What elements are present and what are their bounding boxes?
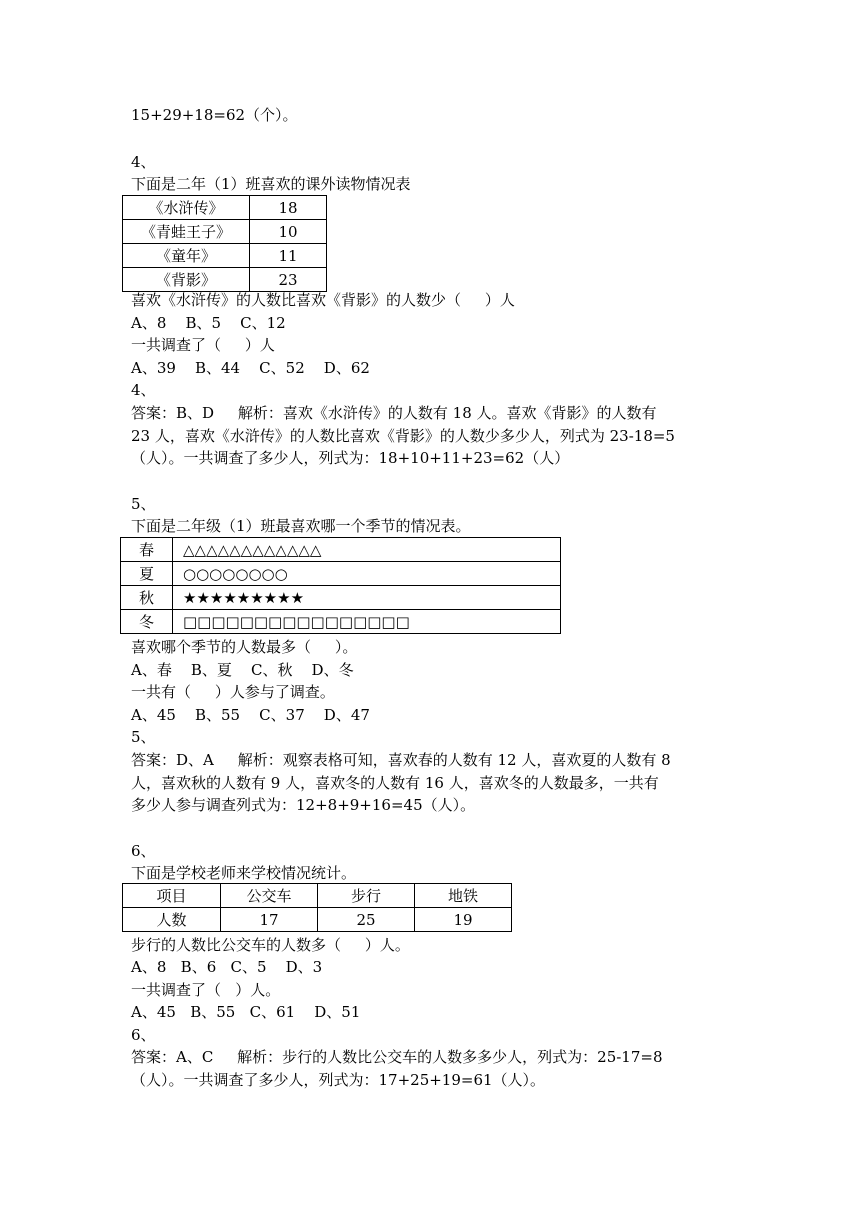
options-text: A、45 B、55 C、37 D、47 [131, 706, 370, 724]
count-cell: 11 [250, 244, 327, 268]
header-cell: 地铁 [415, 884, 512, 908]
question-text: 一共调查了（ ）人。 [131, 981, 281, 999]
value-cell: 17 [221, 908, 318, 932]
answer-line: 23 人，喜欢《水浒传》的人数比喜欢《背影》的人数少多少人，列式为 23-18=5 [131, 427, 675, 445]
season-cell: 秋 [121, 586, 173, 610]
book-cell: 《水浒传》 [123, 196, 250, 220]
season-cell: 冬 [121, 610, 173, 634]
answer-number: 6、 [131, 1026, 156, 1044]
options-text: A、39 B、44 C、52 D、62 [131, 359, 370, 377]
table-row [123, 220, 327, 244]
season-cell: 春 [121, 538, 173, 562]
options-text: A、春 B、夏 C、秋 D、冬 [131, 661, 354, 679]
answer-line: 答案：B、D 解析：喜欢《水浒传》的人数有 18 人。喜欢《背影》的人数有 [131, 404, 657, 422]
answer-line: 答案：A、C 解析：步行的人数比公交车的人数多多少人，列式为：25-17=8 [131, 1048, 663, 1066]
options-text: A、8 B、5 C、12 [131, 314, 286, 332]
question-intro: 下面是学校老师来学校情况统计。 [131, 864, 357, 882]
question-intro: 下面是二年（1）班喜欢的课外读物情况表 [131, 175, 411, 193]
table-row [123, 268, 327, 292]
value-cell: 人数 [123, 908, 221, 932]
table-row [121, 562, 561, 586]
table-row [123, 196, 327, 220]
tally-cell: ★★★★★★★★★ [173, 586, 561, 610]
header-cell: 步行 [318, 884, 415, 908]
question-text: 一共调查了（ ）人 [131, 336, 275, 354]
value-cell: 25 [318, 908, 415, 932]
book-cell: 《青蛙王子》 [123, 220, 250, 244]
count-cell: 18 [250, 196, 327, 220]
count-cell: 23 [250, 268, 327, 292]
transport-table [122, 883, 512, 932]
season-table [120, 537, 561, 634]
book-cell: 《背影》 [123, 268, 250, 292]
answer-line: （人）。一共调查了多少人，列式为：18+10+11+23=62（人） [131, 449, 570, 467]
table-row [123, 908, 512, 932]
table-row [121, 586, 561, 610]
question-intro: 下面是二年级（1）班最喜欢哪一个季节的情况表。 [131, 517, 471, 535]
options-text: A、45 B、55 C、61 D、51 [131, 1003, 361, 1021]
question-number: 6、 [131, 842, 156, 860]
table-row [121, 610, 561, 634]
table-row [121, 538, 561, 562]
question-number: 4、 [131, 153, 156, 171]
question-text: 喜欢哪个季节的人数最多（ ）。 [131, 638, 358, 656]
answer-line: 多少人参与调查列式为：12+8+9+16=45（人）。 [131, 796, 476, 814]
value-cell: 19 [415, 908, 512, 932]
table-row [123, 244, 327, 268]
tally-cell: △△△△△△△△△△△△ [173, 538, 561, 562]
answer-line: 答案：D、A 解析：观察表格可知，喜欢春的人数有 12 人，喜欢夏的人数有 8 [131, 751, 671, 769]
reading-table [122, 195, 327, 292]
table-row [123, 884, 512, 908]
answer-line: 人，喜欢秋的人数有 9 人，喜欢冬的人数有 16 人，喜欢冬的人数最多，一共有 [131, 774, 659, 792]
header-cell: 公交车 [221, 884, 318, 908]
season-cell: 夏 [121, 562, 173, 586]
count-cell: 10 [250, 220, 327, 244]
answer-line: （人）。一共调查了多少人，列式为：17+25+19=61（人）。 [131, 1071, 546, 1089]
question-number: 5、 [131, 495, 156, 513]
question-text: 喜欢《水浒传》的人数比喜欢《背影》的人数少（ ）人 [131, 291, 515, 309]
header-cell: 项目 [123, 884, 221, 908]
options-text: A、8 B、6 C、5 D、3 [131, 958, 323, 976]
question-text: 步行的人数比公交车的人数多（ ）人。 [131, 936, 410, 954]
answer-number: 5、 [131, 728, 156, 746]
answer-number: 4、 [131, 381, 156, 399]
question-text: 一共有（ ）人参与了调查。 [131, 683, 335, 701]
tally-cell: □□□□□□□□□□□□□□□□ [173, 610, 561, 634]
book-cell: 《童年》 [123, 244, 250, 268]
tally-cell: ○○○○○○○○ [173, 562, 561, 586]
previous-answer-tail: 15+29+18=62（个）。 [131, 106, 298, 124]
